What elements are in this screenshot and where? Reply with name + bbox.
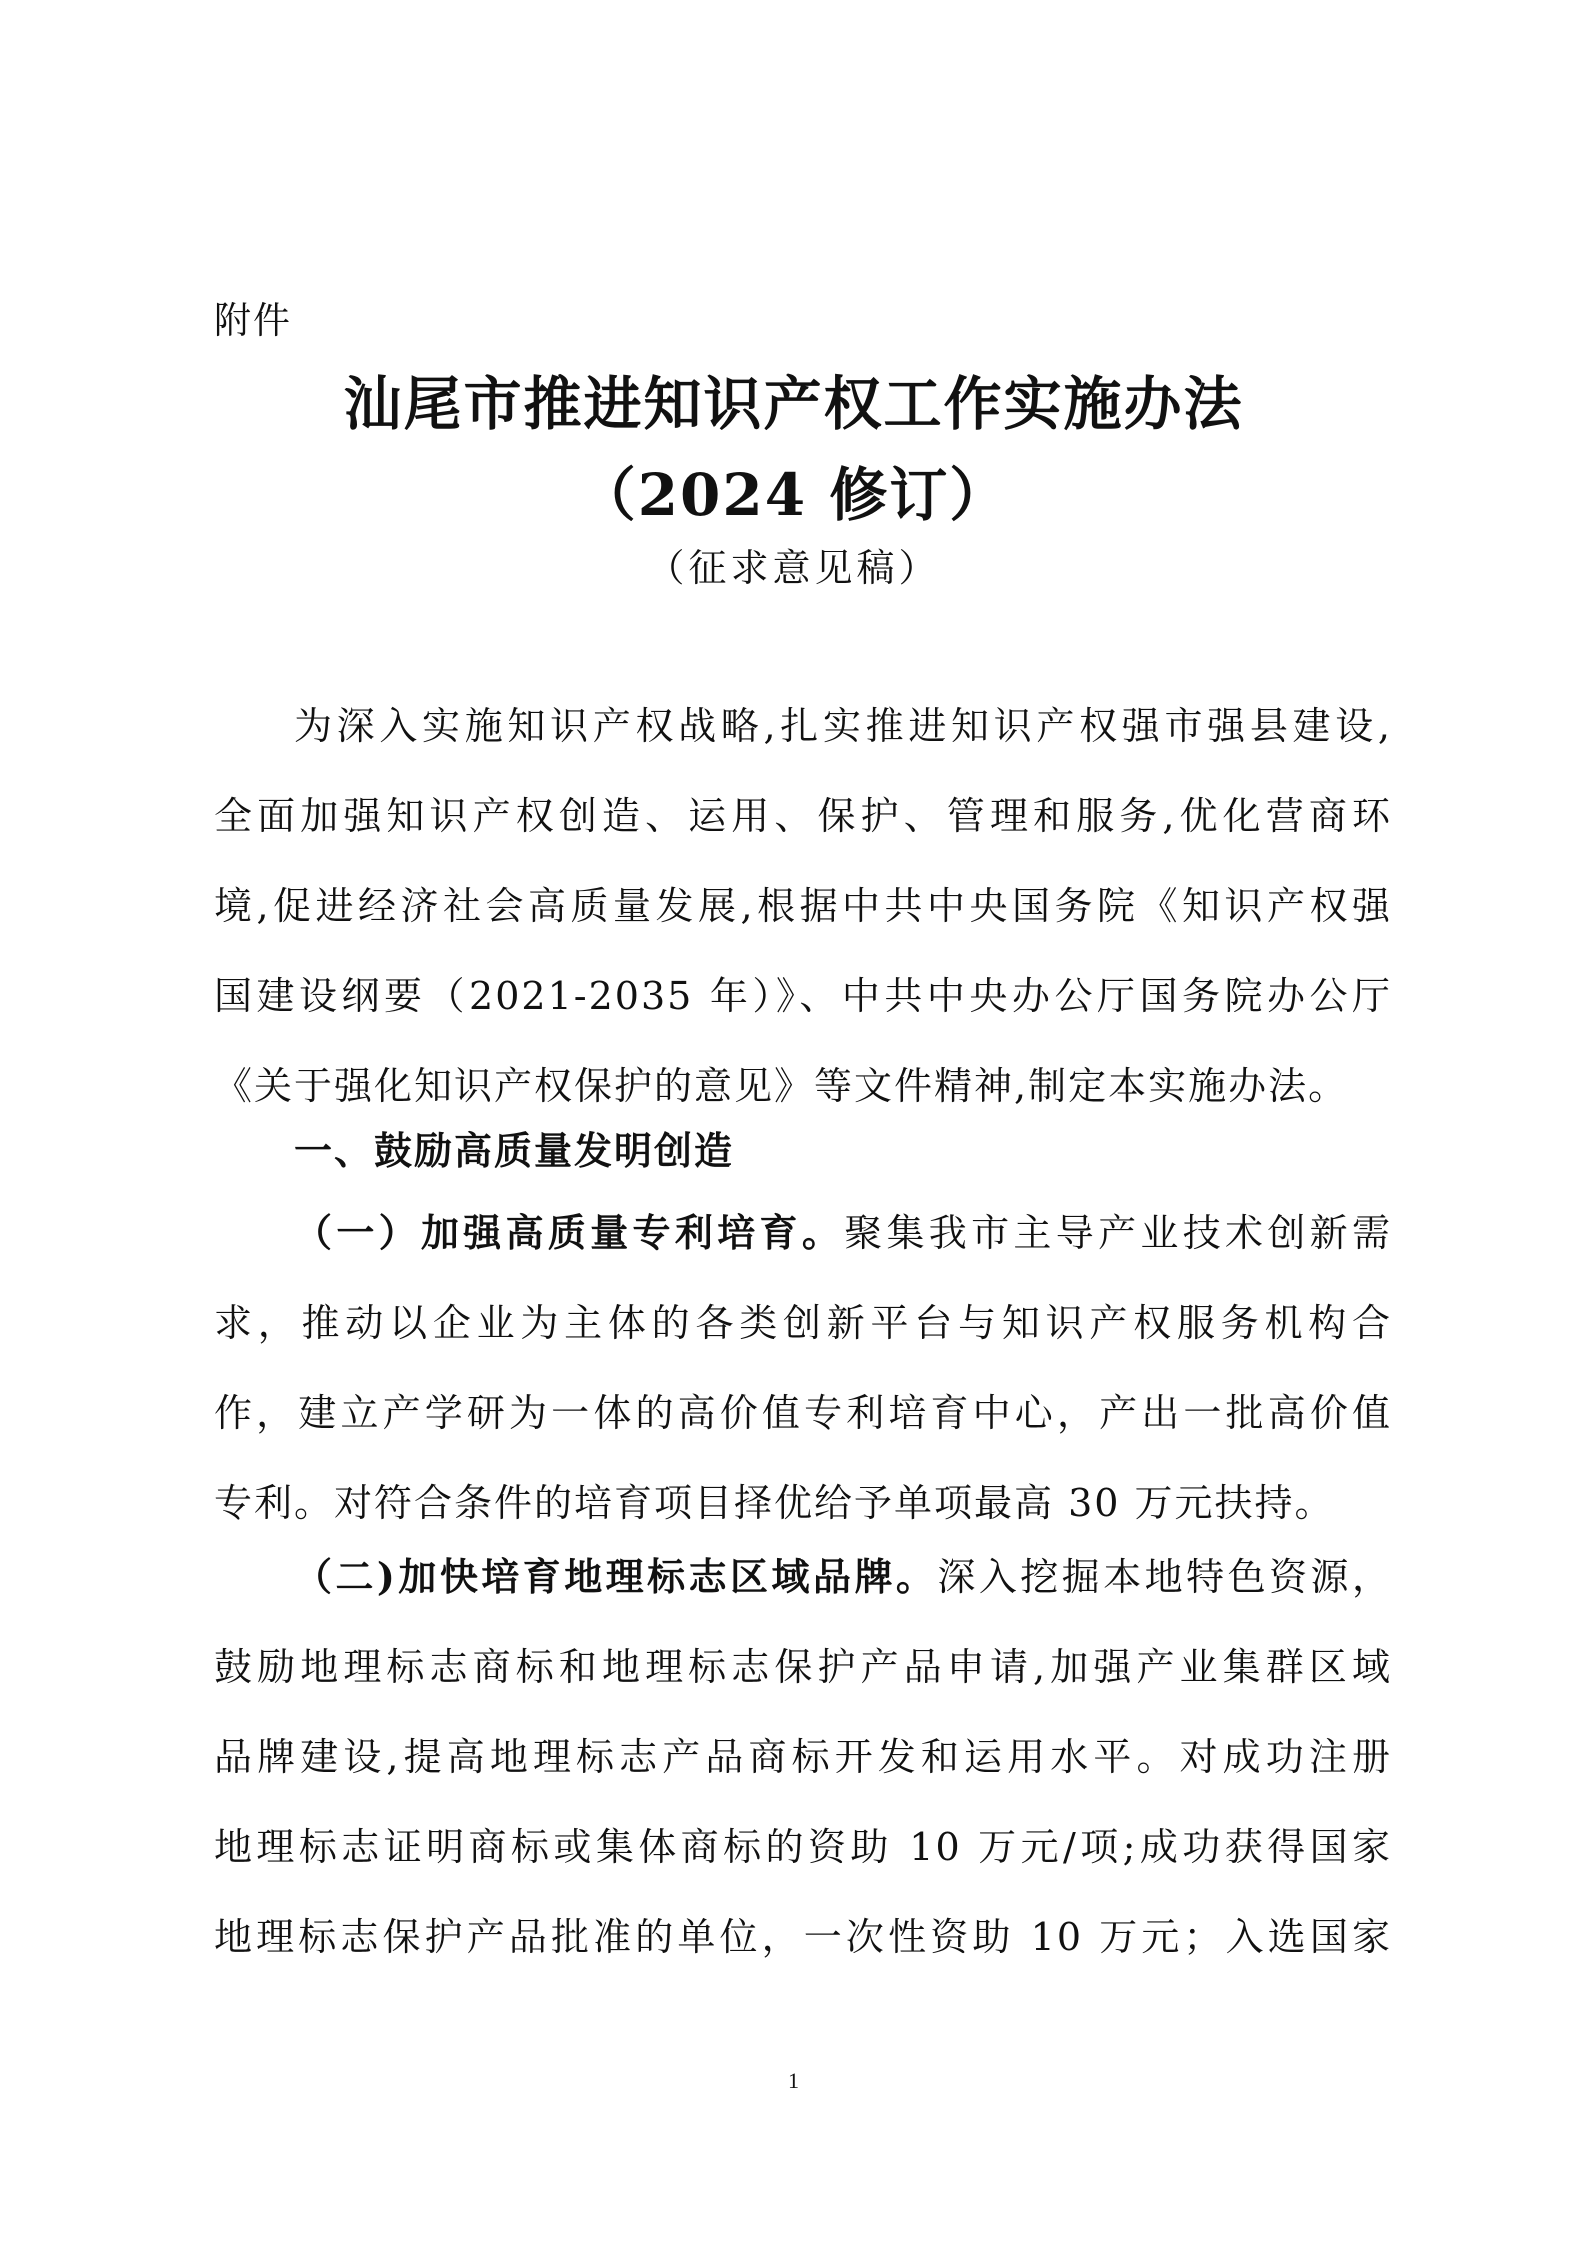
document-title-revision: （2024 修订） — [577, 461, 1010, 529]
section-heading: 一、鼓励高质量发明创造 — [294, 1129, 735, 1173]
item-2-line: 地理标志保护产品批准的单位，一次性资助 10 万元；入选国家 — [214, 1915, 1392, 1959]
intro-line: 境,促进经济社会高质量发展,根据中共中央国务院《知识产权强 — [214, 884, 1392, 928]
item-1-paragraph — [214, 1188, 1392, 1548]
document-subtitle: （征求意见稿） — [646, 546, 941, 590]
intro-paragraph — [214, 681, 1392, 1131]
intro-line: 《关于强化知识产权保护的意见》等文件精神,制定本实施办法。 — [214, 1064, 1349, 1108]
intro-line: 全面加强知识产权创造、运用、保护、管理和服务,优化营商环 — [214, 794, 1392, 838]
item-1-line: 求，推动以企业为主体的各类创新平台与知识产权服务机构合 — [214, 1301, 1392, 1345]
item-2-heading: （二)加快培育地理标志区域品牌。 — [294, 1554, 938, 1599]
intro-line: 为深入实施知识产权战略,扎实推进知识产权强市强县建设, — [294, 704, 1392, 748]
item-1-text: 聚集我市主导产业技术创新需 — [844, 1211, 1392, 1255]
item-1-first-line — [214, 1188, 1392, 1278]
item-2-first-line — [214, 1532, 1392, 1622]
item-2-paragraph — [214, 1532, 1392, 1982]
item-2-line: 地理标志证明商标或集体商标的资助 10 万元/项;成功获得国家 — [214, 1825, 1392, 1869]
item-1-line: 专利。对符合条件的培育项目择优给予单项最高 30 万元扶持。 — [214, 1481, 1335, 1525]
section-1 — [214, 1106, 1392, 1196]
document-title: 汕尾市推进知识产权工作实施办法 — [343, 370, 1244, 438]
item-2-line: 品牌建设,提高地理标志产品商标开发和运用水平。对成功注册 — [214, 1735, 1392, 1779]
item-1-heading: （一）加强高质量专利培育。 — [294, 1210, 845, 1255]
item-2-line: 鼓励地理标志商标和地理标志保护产品申请,加强产业集群区域 — [214, 1645, 1392, 1689]
item-1-line: 作，建立产学研为一体的高价值专利培育中心，产出一批高价值 — [214, 1391, 1392, 1435]
attachment-label: 附件 — [214, 299, 292, 342]
page-number: 1 — [788, 2068, 799, 2093]
intro-line: 国建设纲要（2021-2035 年）》、中共中央办公厅国务院办公厅 — [214, 974, 1392, 1018]
item-2-text: 深入挖掘本地特色资源， — [937, 1555, 1392, 1599]
